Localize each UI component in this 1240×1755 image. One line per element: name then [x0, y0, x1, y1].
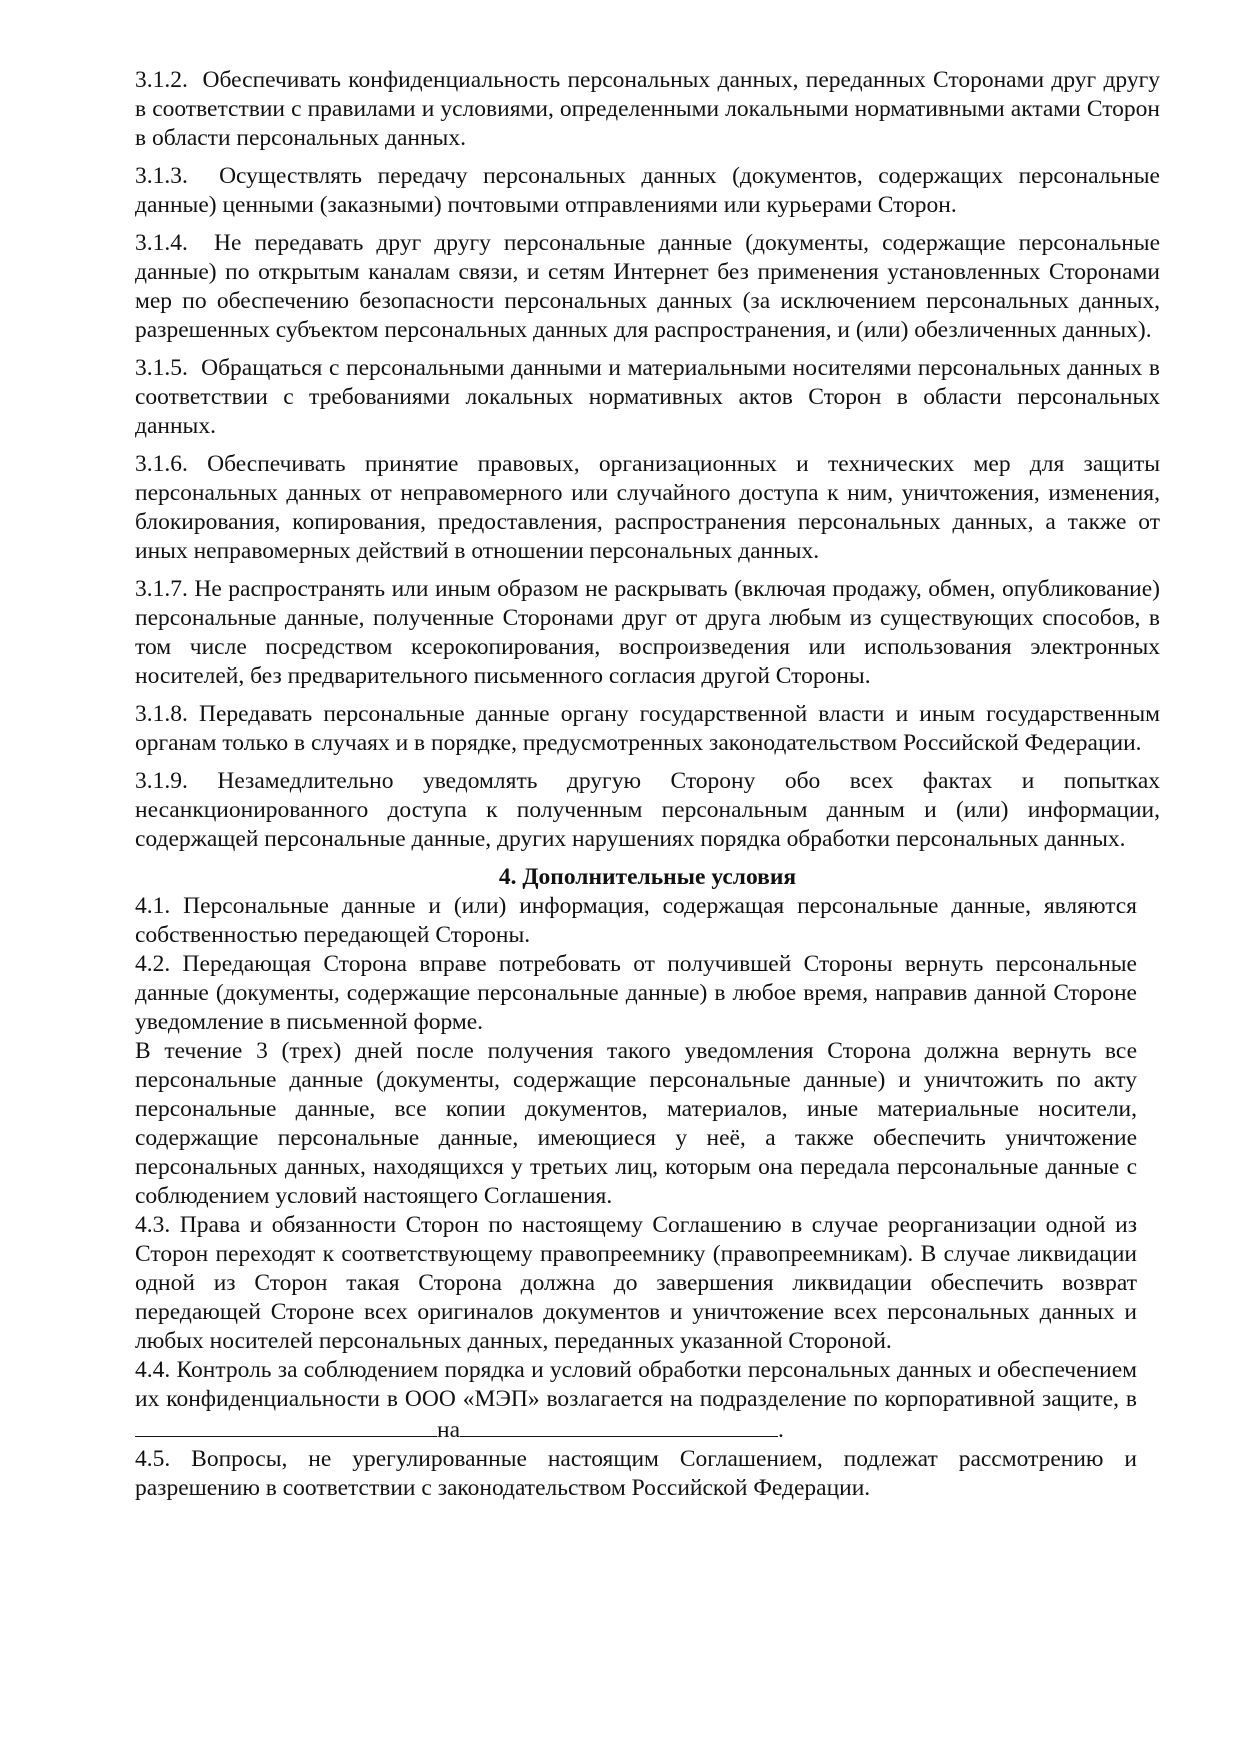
clause-text: Обращаться с персональными данными и материальными носителями персональных данных в соответствии с требованиями локальных нормативных актов Сторон в области персональных данных.	[135, 355, 1160, 439]
clause-3-1-9	[135, 767, 1160, 854]
paragraph-4-4	[135, 1356, 1137, 1445]
section-4-body	[135, 892, 1137, 1503]
paragraph-4-4-text: 4.4. Контроль за соблюдением порядка и условий обработки персональных данных и обеспечением их конфиденциальности в ООО «МЭП» возлагается на подразделение по корпоративной защите, в	[135, 1357, 1137, 1412]
clause-text: Передавать персональные данные органу государственной власти и иным государственным органам только в случаях и в порядке, предусмотренных законодательством Российской Федерации.	[135, 701, 1160, 756]
paragraph-4-1: 4.1. Персональные данные и (или) информация, содержащая персональные данные, являются собственностью передающей Стороны.	[135, 893, 1137, 948]
paragraph-4-3: 4.3. Права и обязанности Сторон по настоящему Соглашению в случае реорганизации одной из Сторон переходят к соответствующему правопреемнику (правопреемникам). В случае ликвидации одной из Сторон такая Сторона должна до завершения ликвидации обеспечить возврат передающей Стороне всех оригиналов документов и уничтожение всех персональных данных и любых носителей персональных данных, переданных указанной Стороной.	[135, 1212, 1137, 1354]
clause-3-1-3	[135, 162, 1160, 220]
clause-text: Обеспечивать конфиденциальность персональных данных, переданных Сторонами друг другу в соответствии с правилами и условиями, определенными локальными нормативными актами Сторон в области персональных данных.	[135, 67, 1160, 151]
clause-3-1-4	[135, 229, 1160, 345]
clause-3-1-8	[135, 700, 1160, 758]
clause-number: 3.1.6.	[135, 451, 188, 477]
blank-field-1[interactable]	[135, 1414, 437, 1437]
clause-number: 3.1.5.	[135, 355, 188, 381]
paragraph-4-2-continuation: В течение 3 (трех) дней после получения такого уведомления Сторона должна вернуть все персональные данные (документы, содержащие персональные данные) и уничтожить по акту персональные данные, все копии документов, материалов, иные материальные носители, содержащие персональные данные, имеющиеся у неё, а также обеспечить уничтожение персональных данных, находящихся у третьих лиц, которым она передала персональные данные с соблюдением условий настоящего Соглашения.	[135, 1038, 1137, 1209]
paragraph-4-2: 4.2. Передающая Сторона вправе потребовать от получившей Стороны вернуть персональные данные (документы, содержащие персональные данные) в любое время, направив данной Стороне уведомление в письменной форме.	[135, 951, 1137, 1035]
document-page	[135, 66, 1160, 1503]
clause-text: Обеспечивать принятие правовых, организационных и технических мер для защиты персональных данных от неправомерного или случайного доступа к ним, уничтожения, изменения, блокирования, копирования, предоставления, распространения персональных данных, а также от иных неправомерных действий в отношении персональных данных.	[135, 451, 1160, 564]
paragraph-4-4-connector: на	[437, 1417, 461, 1443]
paragraph-4-4-end: .	[778, 1417, 784, 1443]
clause-number: 3.1.9.	[135, 768, 188, 794]
clause-3-1-7	[135, 575, 1160, 691]
clause-3-1-5	[135, 354, 1160, 441]
clause-3-1-2	[135, 66, 1160, 153]
paragraph-4-5: 4.5. Вопросы, не урегулированные настоящим Соглашением, подлежат рассмотрению и разрешению в соответствии с законодательством Российской Федерации.	[135, 1446, 1137, 1501]
clause-number: 3.1.8.	[135, 701, 188, 727]
clause-number: 3.1.3.	[135, 163, 188, 189]
clause-number: 3.1.7.	[135, 576, 188, 602]
clause-text: Не передавать друг другу персональные данные (документы, содержащие персональные данные) по открытым каналам связи, и сетям Интернет без применения установленных Сторонами мер по обеспечению безопасности персональных данных (за исключением персональных данных, разрешенных субъектом персональных данных для распространения, и (или) обезличенных данных).	[135, 230, 1161, 343]
section-4-heading: 4. Дополнительные условия	[498, 864, 797, 890]
blank-field-2[interactable]	[460, 1414, 778, 1437]
clause-3-1-6	[135, 450, 1160, 566]
clause-text: Незамедлительно уведомлять другую Сторону обо всех фактах и попытках несанкционированного доступа к полученным персональным данным и (или) информации, содержащей персональные данные, других нарушениях порядка обработки персональных данных.	[135, 768, 1161, 852]
section-3-clauses	[135, 66, 1160, 854]
clause-text: Осуществлять передачу персональных данных (документов, содержащих персональные данные) ценными (заказными) почтовыми отправлениями или курьерами Сторон.	[135, 163, 1160, 218]
clause-text: Не распространять или иным образом не раскрывать (включая продажу, обмен, опубликование) персональные данные, полученные Сторонами друг от друга любым из существующих способов, в том числе посредством ксерокопирования, воспроизведения или использования электронных носителей, без предварительного письменного согласия другой Стороны.	[135, 576, 1160, 689]
clause-number: 3.1.4.	[135, 230, 188, 256]
clause-number: 3.1.2.	[135, 67, 188, 93]
